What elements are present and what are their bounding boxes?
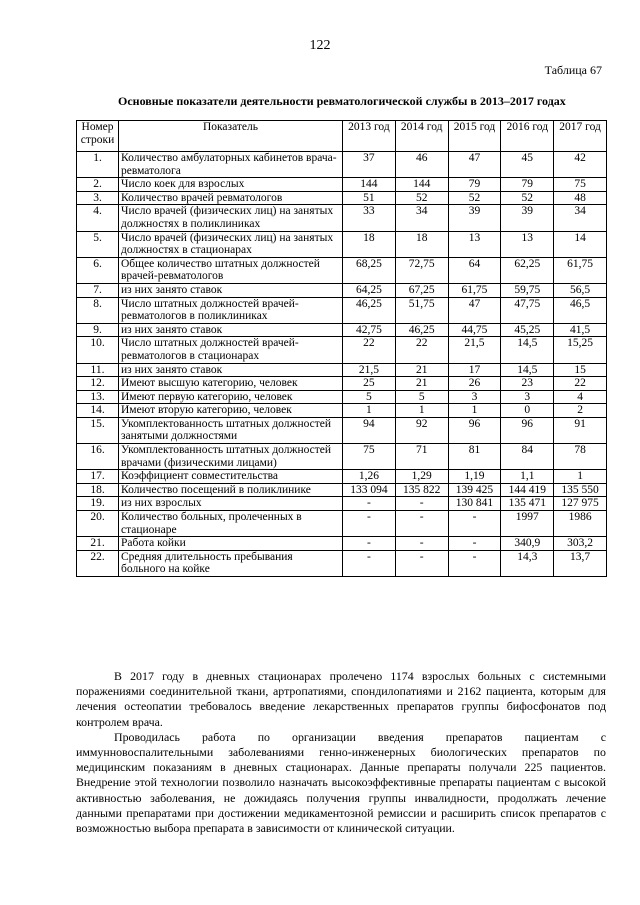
indicator-cell: Коэффициент совместительства: [119, 470, 343, 484]
value-cell: 84: [501, 444, 554, 470]
value-cell: 139 425: [448, 483, 501, 497]
row-number: 4.: [77, 205, 119, 231]
header-row-number: Номер строки: [77, 121, 119, 152]
header-year-2013: 2013 год: [343, 121, 396, 152]
value-cell: -: [343, 497, 396, 511]
value-cell: 44,75: [448, 323, 501, 337]
value-cell: 46,25: [395, 323, 448, 337]
value-cell: 5: [343, 390, 396, 404]
value-cell: 48: [554, 191, 607, 205]
value-cell: 26: [448, 377, 501, 391]
value-cell: 1: [395, 404, 448, 418]
value-cell: 37: [343, 152, 396, 178]
value-cell: 15: [554, 363, 607, 377]
indicator-cell: Работа койки: [119, 537, 343, 551]
value-cell: -: [395, 537, 448, 551]
row-number: 17.: [77, 470, 119, 484]
table-row: [77, 404, 607, 418]
row-number: 20.: [77, 511, 119, 537]
header-year-2015: 2015 год: [448, 121, 501, 152]
table-row: [77, 178, 607, 192]
table-row: [77, 497, 607, 511]
value-cell: 56,5: [554, 283, 607, 297]
value-cell: 78: [554, 444, 607, 470]
row-number: 3.: [77, 191, 119, 205]
table-label: Таблица 67: [544, 63, 602, 77]
value-cell: 52: [395, 191, 448, 205]
indicator-cell: Средняя длительность пребывания больного на койке: [119, 550, 343, 576]
value-cell: -: [343, 537, 396, 551]
indicator-cell: Количество посещений в поликлинике: [119, 483, 343, 497]
value-cell: 79: [448, 178, 501, 192]
value-cell: -: [343, 550, 396, 576]
row-number: 15.: [77, 417, 119, 443]
row-number: 19.: [77, 497, 119, 511]
indicator-cell: Имеют первую категорию, человек: [119, 390, 343, 404]
value-cell: 13,7: [554, 550, 607, 576]
value-cell: -: [448, 550, 501, 576]
table-row: [77, 390, 607, 404]
indicator-cell: Число штатных должностей врачей-ревматологов в поликлиниках: [119, 297, 343, 323]
table-row: [77, 363, 607, 377]
value-cell: 14,5: [501, 337, 554, 363]
value-cell: 130 841: [448, 497, 501, 511]
value-cell: 13: [501, 231, 554, 257]
indicator-cell: Количество врачей ревматологов: [119, 191, 343, 205]
value-cell: 144 419: [501, 483, 554, 497]
value-cell: -: [448, 511, 501, 537]
indicator-cell: Количество больных, пролеченных в стационаре: [119, 511, 343, 537]
table-row: [77, 297, 607, 323]
value-cell: 51,75: [395, 297, 448, 323]
value-cell: 25: [343, 377, 396, 391]
indicator-cell: Число штатных должностей врачей-ревматологов в стационарах: [119, 337, 343, 363]
row-number: 6.: [77, 257, 119, 283]
value-cell: 22: [554, 377, 607, 391]
paragraph: Проводилась работа по организации введения препаратов пациентам с иммунновоспалительными заболеваниями генно-инженерных биологических препаратов по медицинским показаниям в дневных стационарах. Данные препараты получали 225 пациентов. Внедрение этой технологии позволило назначать высокоэффективные препараты пациентам с высокой активностью заболевания, не дожидаясь получения группы инвалидности, продолжать лечение данными препаратами при достижении медикаментозной ремиссии и расширить список препаратов с возможностью выбора препарата в зависимости от клинической ситуации.: [76, 729, 606, 836]
header-year-2014: 2014 год: [395, 121, 448, 152]
value-cell: 133 094: [343, 483, 396, 497]
value-cell: 14: [554, 231, 607, 257]
indicator-cell: из них занято ставок: [119, 283, 343, 297]
table-row: [77, 152, 607, 178]
row-number: 18.: [77, 483, 119, 497]
row-number: 7.: [77, 283, 119, 297]
value-cell: 64,25: [343, 283, 396, 297]
table-title: Основные показатели деятельности ревматологической службы в 2013–2017 годах: [118, 94, 566, 108]
header-year-2017: 2017 год: [554, 121, 607, 152]
indicator-cell: Имеют высшую категорию, человек: [119, 377, 343, 391]
value-cell: 340,9: [501, 537, 554, 551]
page-number: 122: [309, 38, 331, 53]
row-number: 11.: [77, 363, 119, 377]
indicators-table: [76, 120, 607, 577]
value-cell: 96: [501, 417, 554, 443]
value-cell: 135 471: [501, 497, 554, 511]
row-number: 12.: [77, 377, 119, 391]
value-cell: 46,5: [554, 297, 607, 323]
table-row: [77, 257, 607, 283]
value-cell: 47: [448, 297, 501, 323]
indicator-cell: из них занято ставок: [119, 323, 343, 337]
table-body: [77, 152, 607, 577]
table-row: [77, 511, 607, 537]
row-number: 2.: [77, 178, 119, 192]
table-row: [77, 323, 607, 337]
value-cell: 4: [554, 390, 607, 404]
value-cell: 91: [554, 417, 607, 443]
value-cell: 1,29: [395, 470, 448, 484]
value-cell: 14,3: [501, 550, 554, 576]
row-number: 9.: [77, 323, 119, 337]
indicator-cell: из них взрослых: [119, 497, 343, 511]
value-cell: 1997: [501, 511, 554, 537]
value-cell: 3: [501, 390, 554, 404]
value-cell: 96: [448, 417, 501, 443]
value-cell: 144: [343, 178, 396, 192]
value-cell: 34: [395, 205, 448, 231]
value-cell: -: [343, 511, 396, 537]
value-cell: 0: [501, 404, 554, 418]
value-cell: 1: [343, 404, 396, 418]
table-row: [77, 231, 607, 257]
row-number: 16.: [77, 444, 119, 470]
indicator-cell: Число коек для взрослых: [119, 178, 343, 192]
value-cell: -: [395, 511, 448, 537]
table-header-row: [77, 121, 607, 152]
value-cell: -: [448, 537, 501, 551]
value-cell: 46: [395, 152, 448, 178]
table-row: [77, 283, 607, 297]
value-cell: 17: [448, 363, 501, 377]
value-cell: 127 975: [554, 497, 607, 511]
value-cell: 1,1: [501, 470, 554, 484]
value-cell: 59,75: [501, 283, 554, 297]
value-cell: 47: [448, 152, 501, 178]
value-cell: 75: [554, 178, 607, 192]
table-row: [77, 444, 607, 470]
indicator-cell: Число врачей (физических лиц) на занятых должностях в стационарах: [119, 231, 343, 257]
value-cell: 13: [448, 231, 501, 257]
row-number: 5.: [77, 231, 119, 257]
indicator-cell: Имеют вторую категорию, человек: [119, 404, 343, 418]
value-cell: 3: [448, 390, 501, 404]
value-cell: 46,25: [343, 297, 396, 323]
value-cell: 1,19: [448, 470, 501, 484]
value-cell: 21: [395, 377, 448, 391]
value-cell: 92: [395, 417, 448, 443]
row-number: 14.: [77, 404, 119, 418]
row-number: 10.: [77, 337, 119, 363]
value-cell: 135 822: [395, 483, 448, 497]
value-cell: 41,5: [554, 323, 607, 337]
table-row: [77, 377, 607, 391]
value-cell: 135 550: [554, 483, 607, 497]
value-cell: 52: [501, 191, 554, 205]
value-cell: 21: [395, 363, 448, 377]
value-cell: 303,2: [554, 537, 607, 551]
value-cell: 18: [395, 231, 448, 257]
value-cell: 45,25: [501, 323, 554, 337]
header-indicator: Показатель: [119, 121, 343, 152]
value-cell: 42,75: [343, 323, 396, 337]
value-cell: 5: [395, 390, 448, 404]
value-cell: 42: [554, 152, 607, 178]
value-cell: 33: [343, 205, 396, 231]
value-cell: 15,25: [554, 337, 607, 363]
row-number: 1.: [77, 152, 119, 178]
header-year-2016: 2016 год: [501, 121, 554, 152]
value-cell: 22: [343, 337, 396, 363]
value-cell: 94: [343, 417, 396, 443]
row-number: 21.: [77, 537, 119, 551]
table-row: [77, 337, 607, 363]
row-number: 13.: [77, 390, 119, 404]
value-cell: 64: [448, 257, 501, 283]
value-cell: 61,75: [448, 283, 501, 297]
value-cell: 21,5: [343, 363, 396, 377]
indicator-cell: Количество амбулаторных кабинетов врача-ревматолога: [119, 152, 343, 178]
value-cell: 79: [501, 178, 554, 192]
row-number: 8.: [77, 297, 119, 323]
table-row: [77, 191, 607, 205]
paragraph: В 2017 году в дневных стационарах пролечено 1174 взрослых больных с системными поражениями соединительной ткани, артропатиями, спондилопатиями и 2162 пациента, которым для лечения остеопатии требовалось введение лекарственных препаратов группы бифосфонатов под контролем врача.: [76, 669, 606, 729]
value-cell: 39: [448, 205, 501, 231]
value-cell: 1: [554, 470, 607, 484]
value-cell: 62,25: [501, 257, 554, 283]
value-cell: 22: [395, 337, 448, 363]
value-cell: 1986: [554, 511, 607, 537]
value-cell: 72,75: [395, 257, 448, 283]
indicator-cell: Укомплектованность штатных должностей врачами (физическими лицами): [119, 444, 343, 470]
table-row: [77, 537, 607, 551]
value-cell: 2: [554, 404, 607, 418]
value-cell: 144: [395, 178, 448, 192]
value-cell: 23: [501, 377, 554, 391]
indicator-cell: Укомплектованность штатных должностей занятыми должностями: [119, 417, 343, 443]
value-cell: 39: [501, 205, 554, 231]
value-cell: 81: [448, 444, 501, 470]
value-cell: 51: [343, 191, 396, 205]
value-cell: 71: [395, 444, 448, 470]
value-cell: 47,75: [501, 297, 554, 323]
indicator-cell: из них занято ставок: [119, 363, 343, 377]
value-cell: 21,5: [448, 337, 501, 363]
indicator-cell: Число врачей (физических лиц) на занятых должностях в поликлиниках: [119, 205, 343, 231]
table-row: [77, 550, 607, 576]
value-cell: 45: [501, 152, 554, 178]
table-row: [77, 483, 607, 497]
value-cell: 67,25: [395, 283, 448, 297]
value-cell: 52: [448, 191, 501, 205]
indicator-cell: Общее количество штатных должностей врачей-ревматологов: [119, 257, 343, 283]
table-row: [77, 417, 607, 443]
row-number: 22.: [77, 550, 119, 576]
body-text: [76, 669, 606, 836]
table-row: [77, 470, 607, 484]
value-cell: -: [395, 550, 448, 576]
value-cell: -: [395, 497, 448, 511]
value-cell: 14,5: [501, 363, 554, 377]
value-cell: 68,25: [343, 257, 396, 283]
table-row: [77, 205, 607, 231]
value-cell: 1: [448, 404, 501, 418]
value-cell: 75: [343, 444, 396, 470]
value-cell: 61,75: [554, 257, 607, 283]
value-cell: 1,26: [343, 470, 396, 484]
value-cell: 34: [554, 205, 607, 231]
value-cell: 18: [343, 231, 396, 257]
